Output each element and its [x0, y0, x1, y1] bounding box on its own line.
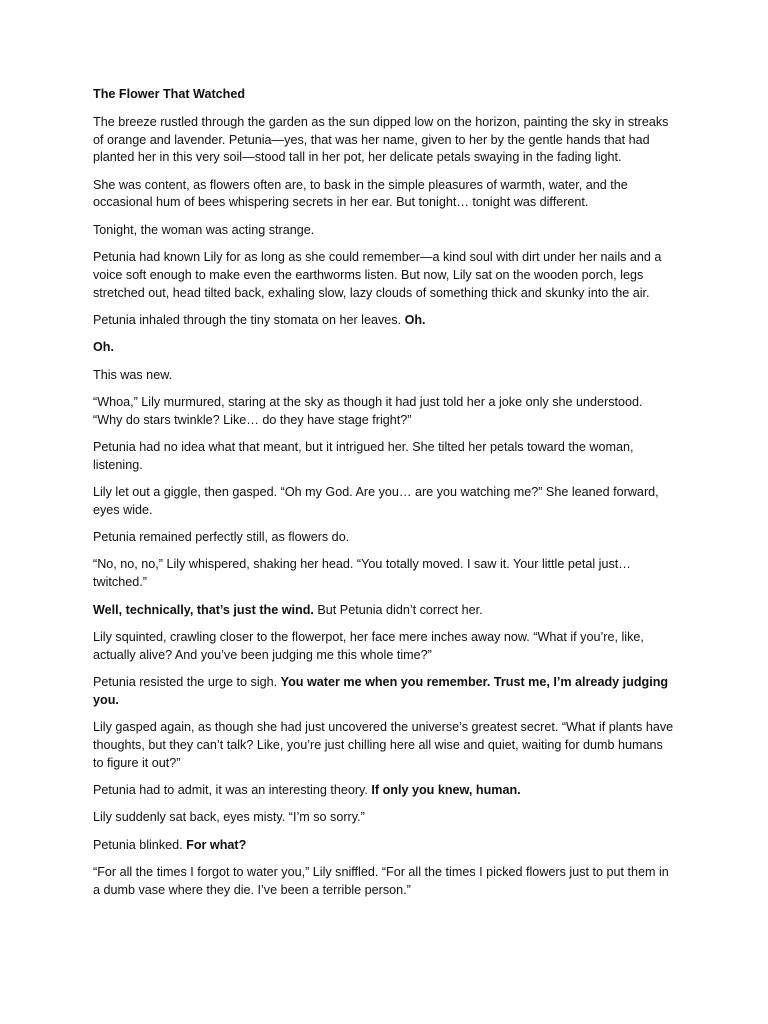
paragraph: [93, 864, 675, 900]
paragraph: [93, 312, 675, 330]
text-run: Lily suddenly sat back, eyes misty. “I’m so sorry.”: [93, 810, 365, 825]
paragraph: [93, 439, 675, 475]
text-run: Tonight, the woman was acting strange.: [93, 222, 315, 237]
text-run: Petunia inhaled through the tiny stomata on her leaves.: [93, 312, 405, 327]
paragraph: [93, 339, 675, 357]
document-page: [93, 86, 675, 909]
paragraph: [93, 177, 675, 213]
text-run: She was content, as flowers often are, to bask in the simple pleasures of warmth, water, and the occasional hum of bees whispering secrets in her ear. But tonight… tonight was different.: [93, 177, 628, 210]
paragraph: [93, 114, 675, 167]
bold-text-run: You water me when you remember. Trust me, I’m already judging you.: [93, 674, 669, 707]
text-run: But Petunia didn’t correct her.: [313, 602, 483, 617]
paragraph: [93, 249, 675, 302]
text-run: Petunia resisted the urge to sigh.: [93, 674, 281, 689]
paragraph: [93, 484, 675, 520]
document-body: [93, 114, 675, 900]
paragraph: [93, 719, 675, 772]
text-run: Petunia had to admit, it was an interesting theory.: [93, 782, 372, 797]
paragraph: [93, 602, 675, 620]
paragraph: [93, 809, 675, 827]
text-run: Lily let out a giggle, then gasped. “Oh my God. Are you… are you watching me?” She leaned forward, eyes wide.: [93, 485, 659, 517]
text-run: Lily gasped again, as though she had just uncovered the universe’s greatest secret. “What if plants have thoughts, but they can’t talk? Like, you’re just chilling here all wise and quiet, waiting for dumb humans to figure it out?”: [93, 720, 674, 770]
text-run: “No, no, no,” Lily whispered, shaking her head. “You totally moved. I saw it. Your little petal just… twitched.”: [93, 557, 631, 590]
paragraph: [93, 629, 675, 665]
paragraph: [93, 529, 675, 547]
paragraph: [93, 367, 675, 385]
bold-text-run: For what?: [186, 837, 247, 852]
text-run: Petunia blinked.: [93, 837, 187, 852]
bold-text-run: Oh.: [404, 312, 426, 327]
text-run: “For all the times I forgot to water you,” Lily sniffled. “For all the times I picked flowers just to put them in a dumb vase where they die. I’ve been a terrible person.”: [93, 864, 669, 897]
paragraph: [93, 556, 675, 592]
text-run: The breeze rustled through the garden as the sun dipped low on the horizon, painting the sky in streaks of orange and lavender. Petunia—yes, that was her name, given to her by the gentle hands that had planted her in this very soil—stood tall in her pot, her delicate petals swaying in the fading light.: [93, 114, 669, 165]
text-run: Petunia remained perfectly still, as flowers do.: [93, 530, 350, 545]
paragraph: [93, 674, 675, 710]
text-run: Petunia had known Lily for as long as she could remember—a kind soul with dirt under her nails and a voice soft enough to make even the earthworms listen. But now, Lily sat on the wooden porch, legs stretched out, head tilted back, exhaling slow, lazy clouds of something thick and skunky into the air.: [93, 250, 662, 300]
text-run: Petunia had no idea what that meant, but it intrigued her. She tilted her petals toward the woman, listening.: [93, 439, 634, 472]
text-run: Lily squinted, crawling closer to the flowerpot, her face mere inches away now. “What if you’re, like, actually alive? And you’ve been judging me this whole time?”: [93, 629, 644, 662]
paragraph: [93, 222, 675, 240]
text-run: This was new.: [93, 367, 173, 382]
paragraph: [93, 782, 675, 800]
bold-text-run: Well, technically, that’s just the wind.: [93, 602, 314, 617]
document-title: The Flower That Watched: [93, 87, 246, 101]
paragraph: [93, 837, 675, 855]
bold-text-run: Oh.: [93, 340, 114, 355]
bold-text-run: If only you knew, human.: [371, 782, 521, 797]
text-run: “Whoa,” Lily murmured, staring at the sky as though it had just told her a joke only she understood. “Why do stars twinkle? Like… do they have stage fright?”: [93, 394, 643, 427]
paragraph: [93, 394, 675, 430]
